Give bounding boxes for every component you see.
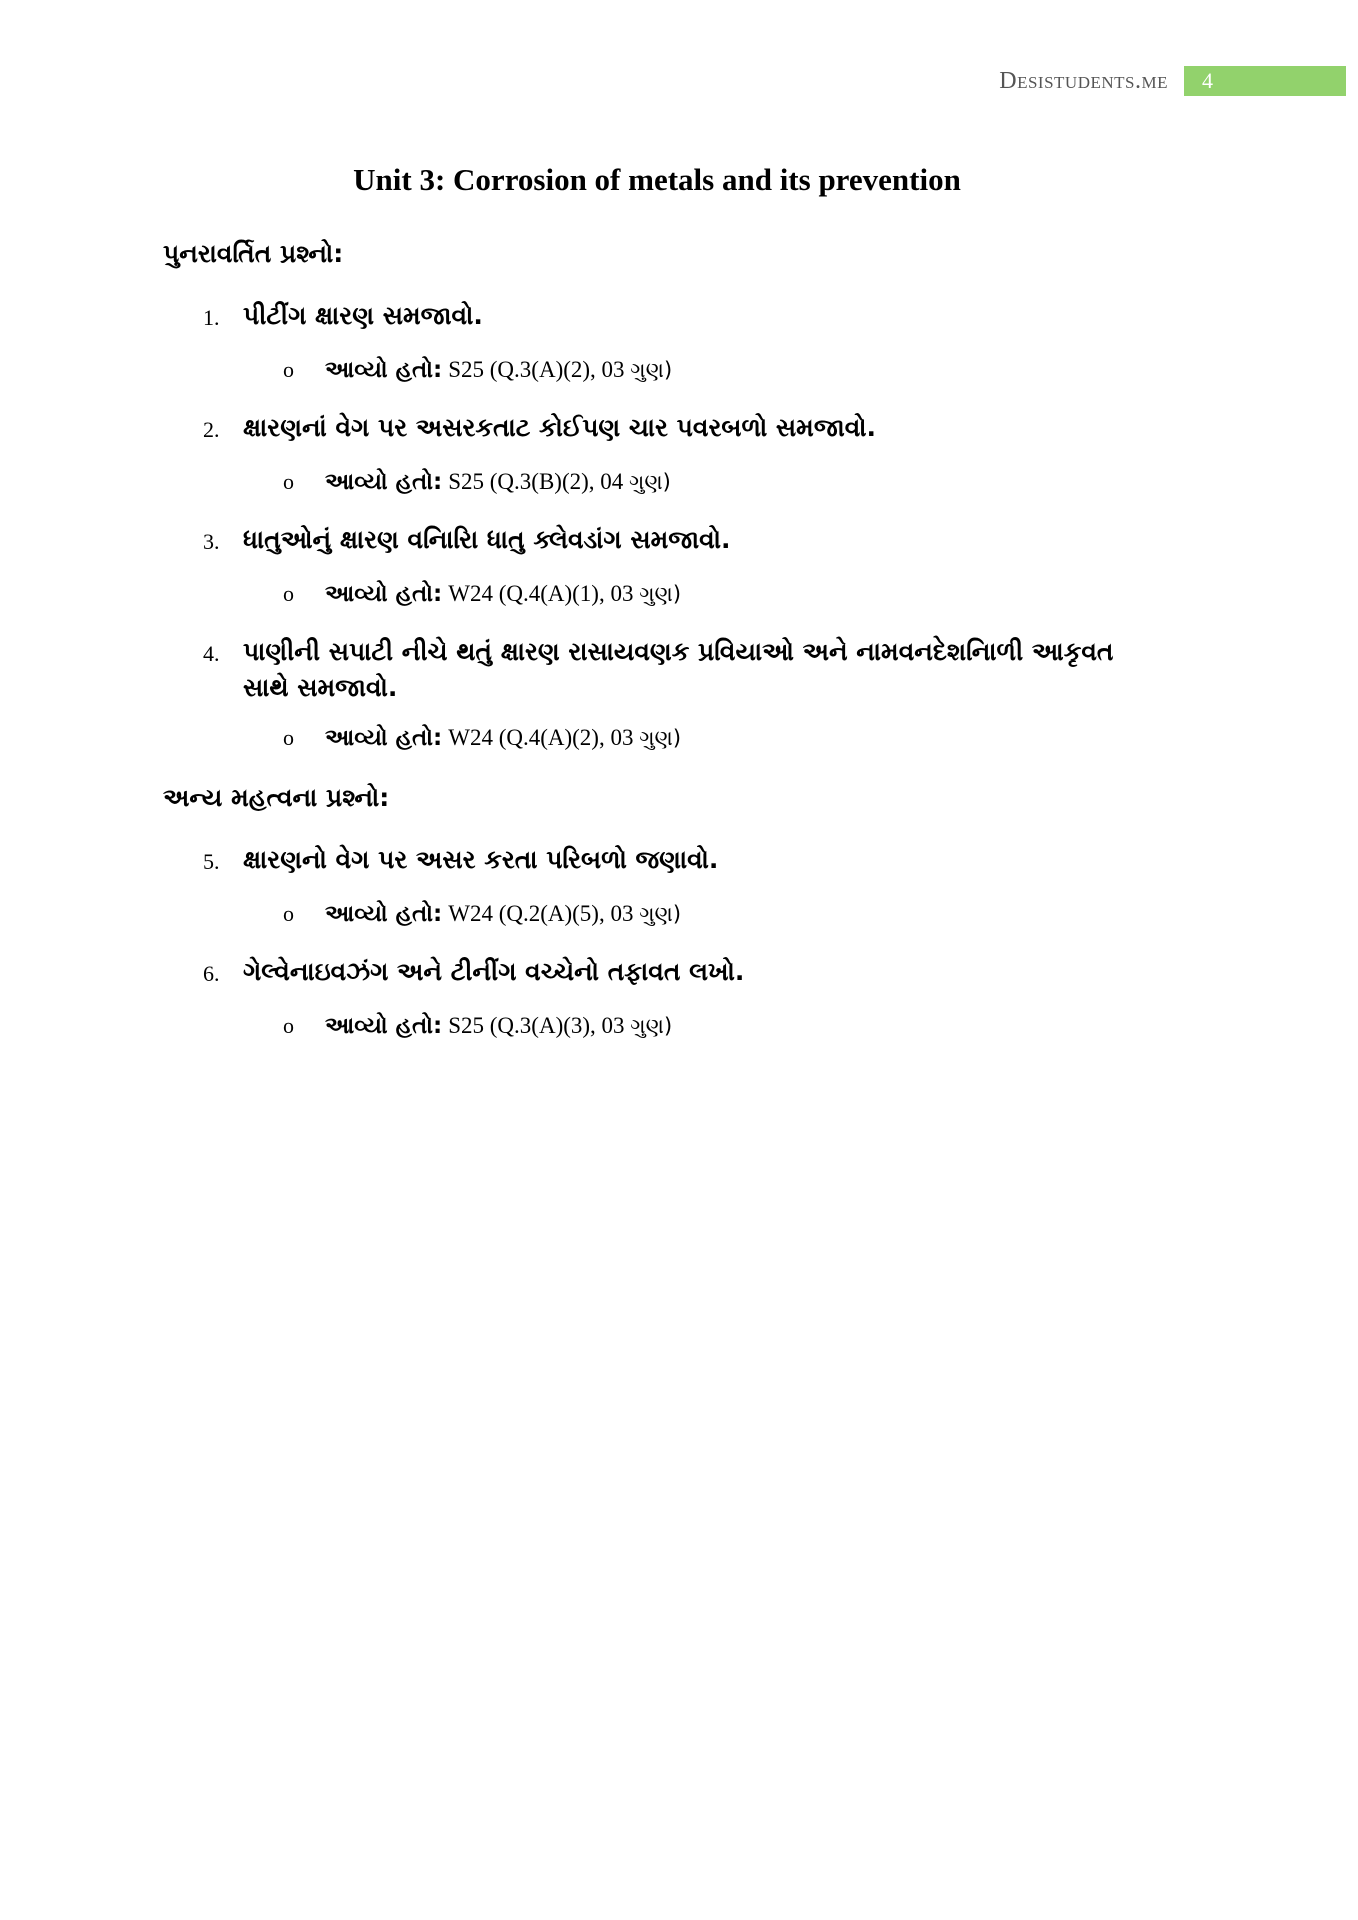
page-header xyxy=(999,66,1358,96)
asked-label: આવ્યો હતો: xyxy=(325,725,443,751)
asked-in-line xyxy=(283,576,1203,612)
question-number: 3. xyxy=(203,529,220,554)
section-heading-other: અન્ય મહત્વના પ્રશ્નો: xyxy=(163,783,390,812)
circle-bullet-icon: o xyxy=(283,581,294,606)
question-text: ગેલ્વેનાઇવઝંગ અને ટીનીંગ વચ્ચેનો તફાવત લખો. xyxy=(243,957,745,986)
asked-in-line xyxy=(283,352,1203,388)
asked-reference xyxy=(448,901,681,927)
asked-label: આવ્યો હતો: xyxy=(325,581,443,607)
asked-label: આવ્યો હતો: xyxy=(325,1013,443,1039)
circle-bullet-icon: o xyxy=(283,1013,294,1038)
question-text: પાણીની સપાટી નીચે થતું ક્ષારણ રાસાયવણક પ્રવિયાઓ અને નામવનદેશનિાળી આકૃવત સાથે સમજાવો. xyxy=(243,637,1114,702)
question-item xyxy=(203,954,1203,994)
circle-bullet-icon: o xyxy=(283,469,294,494)
document-body xyxy=(163,234,1203,1066)
asked-reference xyxy=(448,725,681,751)
question-number: 6. xyxy=(203,961,220,986)
question-number: 2. xyxy=(203,417,220,442)
asked-ref-code: S25 (Q.3(A)(3), 03 xyxy=(448,1013,631,1038)
asked-ref-code: W24 (Q.4(A)(2), 03 xyxy=(448,725,640,750)
question-item xyxy=(203,842,1203,882)
site-name: Desistudents.me xyxy=(999,67,1168,94)
asked-ref-unit: ગુણ) xyxy=(630,1014,673,1038)
asked-in-line xyxy=(283,1008,1203,1044)
question-item xyxy=(203,634,1203,706)
asked-in-line xyxy=(283,464,1203,500)
page-title xyxy=(0,162,1358,198)
question-text: ધાતુઓનું ક્ષારણ વનિારિા ધાતુ ક્લેવડાંગ સમજાવો. xyxy=(243,525,731,554)
asked-ref-unit: ગુણ) xyxy=(630,358,673,382)
page-number-badge: 4 xyxy=(1184,66,1346,96)
question-text: ક્ષારણનો વેગ પર અસર કરતા પરિબળો જણાવો. xyxy=(243,845,719,874)
circle-bullet-icon: o xyxy=(283,357,294,382)
question-number: 5. xyxy=(203,849,220,874)
question-item xyxy=(203,298,1203,338)
asked-reference xyxy=(448,1013,672,1039)
asked-label: આવ્યો હતો: xyxy=(325,901,443,927)
asked-reference xyxy=(448,581,681,607)
question-item xyxy=(203,522,1203,562)
asked-ref-code: S25 (Q.3(B)(2), 04 xyxy=(448,469,630,494)
asked-label: આવ્યો હતો: xyxy=(325,469,443,495)
section-heading-repeated: પુનરાવર્તિત પ્રશ્નો: xyxy=(163,239,344,268)
circle-bullet-icon: o xyxy=(283,901,294,926)
question-number: 1. xyxy=(203,305,220,330)
question-item xyxy=(203,410,1203,450)
asked-ref-unit: ગુણ) xyxy=(629,470,671,494)
asked-ref-unit: ગુણ) xyxy=(639,902,682,926)
question-number: 4. xyxy=(203,641,220,666)
asked-ref-code: S25 (Q.3(A)(2), 03 xyxy=(448,357,631,382)
asked-ref-code: W24 (Q.2(A)(5), 03 xyxy=(448,901,640,926)
asked-ref-code: W24 (Q.4(A)(1), 03 xyxy=(448,581,640,606)
asked-ref-unit: ગુણ) xyxy=(639,726,682,750)
asked-label: આવ્યો હતો: xyxy=(325,357,443,383)
circle-bullet-icon: o xyxy=(283,725,294,750)
asked-reference xyxy=(448,357,672,383)
question-text: પીટીંગ ક્ષારણ સમજાવો. xyxy=(243,301,483,330)
asked-in-line xyxy=(283,896,1203,932)
asked-ref-unit: ગુણ) xyxy=(639,582,682,606)
asked-in-line xyxy=(283,720,1203,756)
question-text: ક્ષારણનાં વેગ પર અસરકતાટ કોઈપણ ચાર પવરબળો સમજાવો. xyxy=(243,413,877,442)
page-title-text: Unit 3: Corrosion of metals and its prevention xyxy=(353,162,961,197)
asked-reference xyxy=(448,469,671,495)
